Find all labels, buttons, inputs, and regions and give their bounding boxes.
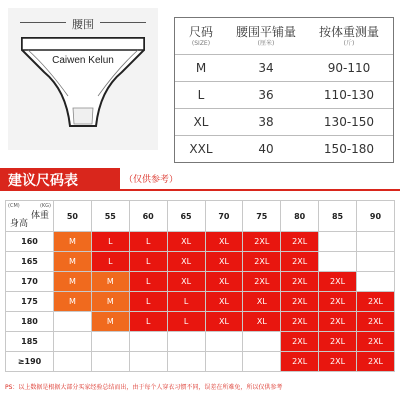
banner-title: 建议尺码表: [8, 173, 78, 189]
weight-header: 60: [129, 201, 167, 232]
size-cell: XL: [243, 312, 281, 332]
weight-cell: 110-130: [323, 88, 375, 102]
size-cell: M: [54, 232, 92, 252]
size-cell: [91, 332, 129, 352]
size-cell: L: [129, 312, 167, 332]
size-cell: [205, 352, 243, 372]
weight-cell: 130-150: [323, 115, 375, 129]
banner-note: （仅供参考）: [124, 175, 179, 185]
brand-label: Caiwen Kelun: [52, 55, 114, 66]
size-cell: [54, 332, 92, 352]
size-cell: 2XL: [281, 252, 319, 272]
table-row: [175, 55, 393, 82]
size-table: [174, 17, 394, 163]
waist-cell: 38: [258, 115, 274, 129]
size-cell: XXL: [189, 142, 213, 156]
weight-header: 55: [91, 201, 129, 232]
size-cell: 2XL: [243, 252, 281, 272]
size-cell: 2XL: [281, 332, 319, 352]
weight-cell: 150-180: [323, 142, 375, 156]
table-row: [6, 292, 395, 312]
waist-cell: 36: [258, 88, 274, 102]
height-header: 170: [6, 272, 54, 292]
size-cell: 2XL: [281, 292, 319, 312]
size-cell: [54, 312, 92, 332]
size-cell: M: [54, 272, 92, 292]
size-cell: 2XL: [357, 312, 395, 332]
size-cell: 2XL: [319, 352, 357, 372]
table-row: [175, 136, 393, 162]
height-header: 185: [6, 332, 54, 352]
table-row: [6, 252, 395, 272]
size-cell: [54, 352, 92, 372]
weight-cell: 90-110: [327, 61, 371, 75]
header-weight: 按体重测量 (斤): [318, 24, 379, 47]
product-size-section: [0, 0, 400, 158]
size-cell: L: [129, 232, 167, 252]
size-cell: M: [54, 292, 92, 312]
size-cell: L: [129, 272, 167, 292]
product-image: [8, 8, 158, 150]
table-row: [6, 352, 395, 372]
corner-cm: (CM): [8, 203, 20, 209]
size-cell: L: [167, 292, 205, 312]
size-cell: 2XL: [281, 352, 319, 372]
table-row: [6, 332, 395, 352]
weight-header: 80: [281, 201, 319, 232]
size-cell: XL: [205, 272, 243, 292]
briefs-icon: [8, 8, 158, 150]
table-row: [6, 232, 395, 252]
size-cell: [319, 232, 357, 252]
size-cell: 2XL: [319, 292, 357, 312]
size-cell: M: [195, 61, 207, 75]
size-cell: 2XL: [281, 272, 319, 292]
size-cell: L: [91, 232, 129, 252]
table-row: [175, 109, 393, 136]
size-cell: [319, 252, 357, 272]
size-cell: M: [54, 252, 92, 272]
size-cell: 2XL: [281, 232, 319, 252]
size-cell: XL: [205, 232, 243, 252]
corner-height: 身高: [10, 219, 29, 229]
size-cell: L: [167, 312, 205, 332]
size-cell: [91, 352, 129, 372]
height-header: 175: [6, 292, 54, 312]
size-cell: 2XL: [319, 312, 357, 332]
size-table-header: [175, 18, 393, 55]
weight-header: 50: [54, 201, 92, 232]
size-cell: 2XL: [319, 272, 357, 292]
size-cell: XL: [205, 292, 243, 312]
size-recommend-grid: [5, 200, 395, 372]
size-cell: [357, 232, 395, 252]
corner-weight: 体重: [30, 211, 49, 221]
size-cell: XL: [193, 115, 209, 129]
header-waist: 腰围平铺量 (厘米): [235, 24, 296, 47]
weight-header: 70: [205, 201, 243, 232]
grid-header-row: [6, 201, 395, 232]
size-cell: XL: [167, 272, 205, 292]
size-cell: [243, 332, 281, 352]
header-size: 尺码 (SIZE): [188, 24, 213, 47]
height-header: 180: [6, 312, 54, 332]
table-row: [6, 272, 395, 292]
weight-header: 90: [357, 201, 395, 232]
weight-header: 75: [243, 201, 281, 232]
size-cell: XL: [167, 252, 205, 272]
size-cell: 2XL: [319, 332, 357, 352]
waist-cell: 34: [258, 61, 274, 75]
size-cell: 2XL: [281, 312, 319, 332]
size-cell: L: [129, 292, 167, 312]
size-cell: [205, 332, 243, 352]
size-cell: M: [91, 292, 129, 312]
height-header: 160: [6, 232, 54, 252]
grid-corner: [6, 201, 54, 232]
height-header: 165: [6, 252, 54, 272]
size-cell: [167, 332, 205, 352]
size-cell: M: [91, 312, 129, 332]
size-cell: 2XL: [243, 232, 281, 252]
weight-header: 85: [319, 201, 357, 232]
corner-kg: (KG): [39, 203, 51, 209]
size-cell: [129, 352, 167, 372]
height-header: ≥190: [6, 352, 54, 372]
table-row: [6, 312, 395, 332]
size-cell: XL: [205, 312, 243, 332]
waist-cell: 40: [258, 142, 274, 156]
size-cell: [167, 352, 205, 372]
size-cell: XL: [243, 292, 281, 312]
weight-header: 65: [167, 201, 205, 232]
size-cell: XL: [205, 252, 243, 272]
size-cell: L: [91, 252, 129, 272]
size-cell: M: [91, 272, 129, 292]
waist-label: 腰围: [72, 18, 94, 31]
size-cell: XL: [167, 232, 205, 252]
ps-note: PS：以上数据是根据大部分买家经验总结而出，由于每个人穿衣习惯不同，误差在所难免，所以仅供参考: [5, 384, 283, 391]
size-cell: 2XL: [357, 352, 395, 372]
table-row: [175, 82, 393, 109]
size-cell: L: [197, 88, 205, 102]
size-cell: 2XL: [357, 332, 395, 352]
size-cell: [129, 332, 167, 352]
size-cell: [357, 252, 395, 272]
size-cell: L: [129, 252, 167, 272]
size-cell: 2XL: [243, 272, 281, 292]
size-cell: [357, 272, 395, 292]
size-cell: [243, 352, 281, 372]
recommend-banner: [0, 168, 400, 192]
size-cell: 2XL: [357, 292, 395, 312]
